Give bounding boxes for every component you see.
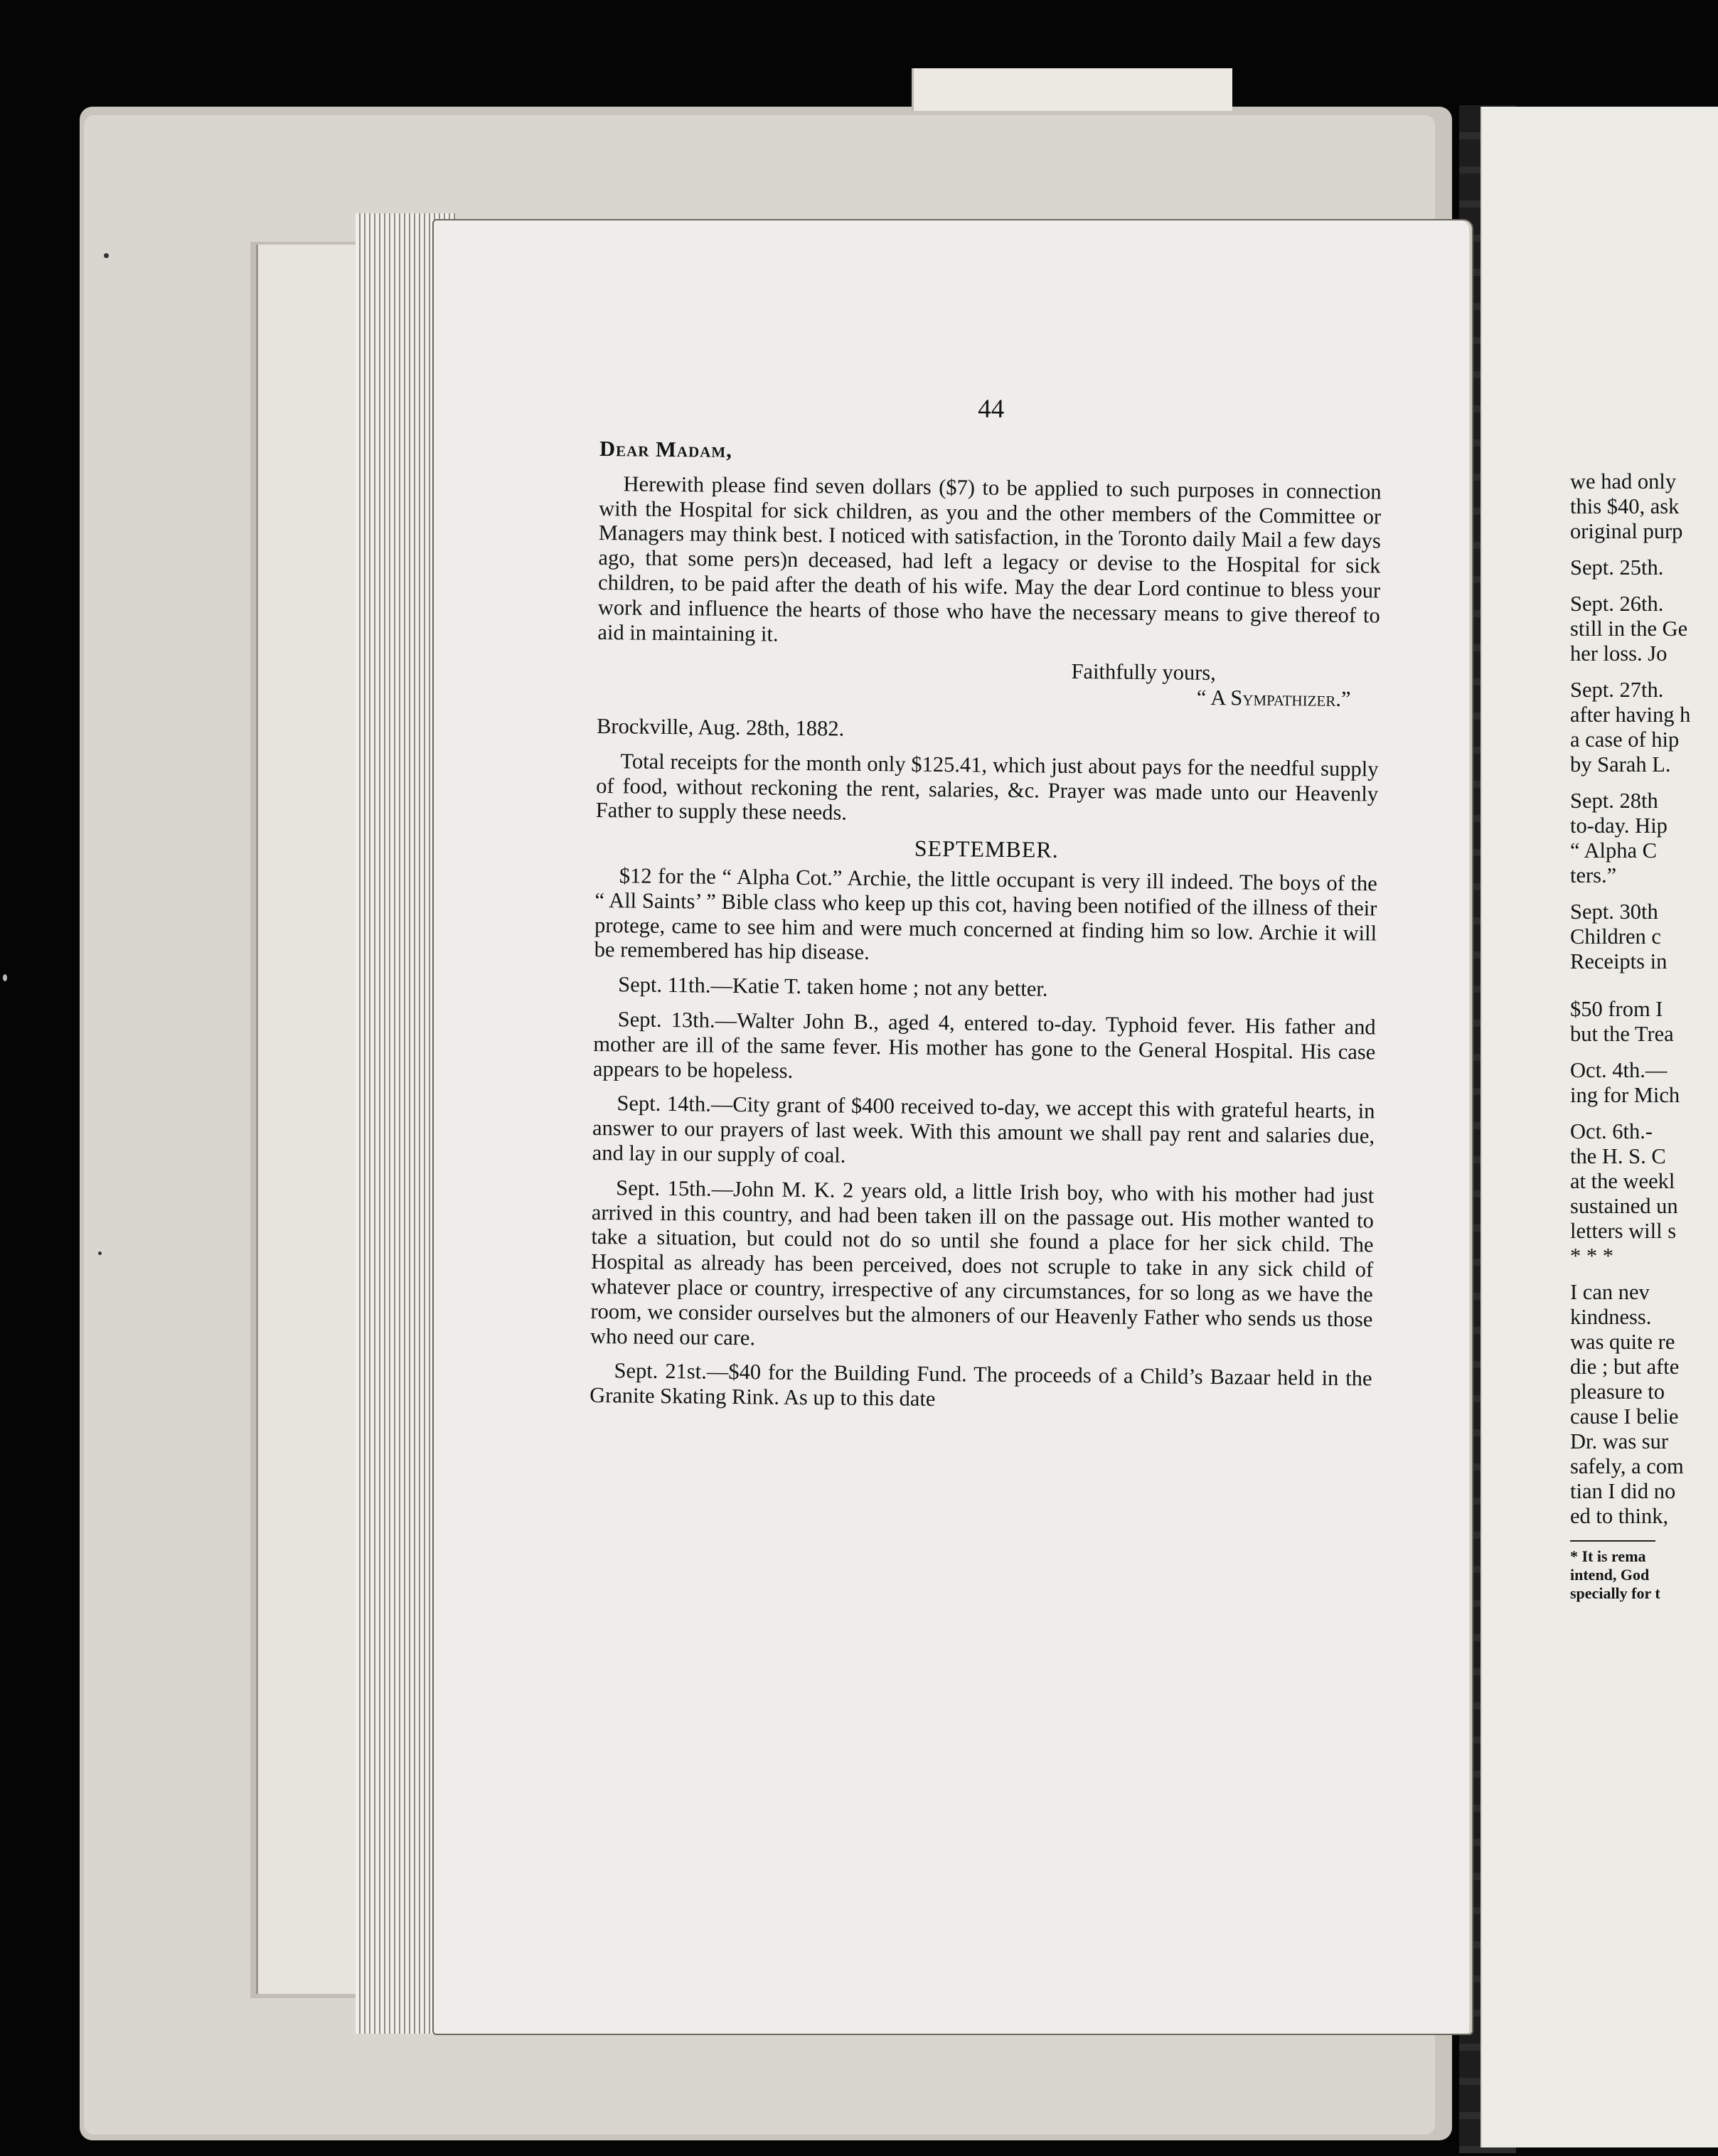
facing-page-line: Children c	[1570, 924, 1661, 949]
facing-page-line: $50 from I	[1570, 997, 1663, 1021]
facing-page-line: still in the Ge	[1570, 617, 1688, 641]
facing-page-line: Oct. 6th.-	[1570, 1119, 1653, 1143]
page-block	[256, 245, 367, 1994]
facing-page-gap	[1570, 974, 1718, 986]
facing-page-line: the H. S. C	[1570, 1144, 1666, 1168]
paper-tab	[912, 68, 1232, 111]
entry-sept-15: Sept. 15th.—John M. K. 2 years old, a little Irish boy, who with his mother had just arrived in this country, and had been taken ill on the passage out. His mother wanted to take a situation, but could not do so until she found a place for her sick child. The Hospital as already has been perceived, does not scruple to take in any sick child of whatever place or country, irrespective of any circumstances, for so long as we have the room, we consider ourselves but the almoners of our Heavenly Father who sends us those who need our care.	[589, 1175, 1375, 1350]
letter-body: Herewith please find seven dollars ($7) to be applied to such purposes in connection with the Hospital for sick children, as you and the other members of the Committee or Managers may think best. I noticed with satisfaction, in the Toronto daily Mail a few days ago, that some pers)n deceased, had left a legacy or devise to the Hospital for sick children, to be paid after the death of his wife. May the dear Lord continue to bless your work and influence the hearts of those who have the necessary means to give thereof to aid in maintaining it.	[597, 471, 1382, 646]
letter-signature: “ A Sympathizer.”	[1196, 685, 1351, 712]
facing-page-line: to-day. Hip	[1570, 813, 1668, 838]
facing-page-text	[1570, 469, 1718, 1735]
facing-page-footnote-line: * It is rema	[1570, 1547, 1646, 1565]
section-heading: SEPTEMBER.	[914, 835, 1059, 863]
facing-page-line: Sept. 27th.	[1570, 678, 1664, 702]
facing-page-line: tian I did no	[1570, 1479, 1676, 1503]
facing-page-line: Dr. was sur	[1570, 1429, 1669, 1453]
entry-sept-11: Sept. 11th.—Katie T. taken home ; not any better.	[618, 972, 1048, 1001]
facing-page-footnote-line: intend, God	[1570, 1566, 1650, 1584]
facing-page-line: sustained un	[1570, 1194, 1678, 1218]
facing-page-gap	[1570, 1269, 1718, 1280]
facing-page-gap	[1570, 888, 1718, 900]
paper-speck	[98, 1252, 102, 1255]
facing-page-line: Sept. 28th	[1570, 789, 1658, 813]
alpha-cot-paragraph: $12 for the “ Alpha Cot.” Archie, the little occupant is very ill indeed. The boys of the “ All Saints’ ” Bible class who keep up this cot, having been notified of the illness of their protege, came to see him and were much concerned at finding him so low. Archie it will be remembered has hip disease.	[594, 863, 1377, 965]
entry-sept-13: Sept. 13th.—Walter John B., aged 4, entered to-day. Typhoid fever. His father and mother are ill of the same fever. His mother has gone to the General Hospital. His case appears to be hopeless.	[592, 1007, 1376, 1083]
facing-page-line: at the weekl	[1570, 1169, 1675, 1193]
facing-page-line: by Sarah L.	[1570, 752, 1671, 777]
facing-page-line: Sept. 30th	[1570, 900, 1658, 924]
facing-page-line: letters will s	[1570, 1219, 1677, 1243]
facing-page-line: but the Trea	[1570, 1022, 1674, 1046]
facing-page-line: ing for Mich	[1570, 1083, 1680, 1107]
facing-page-line: * * *	[1570, 1244, 1613, 1268]
facing-page-line: after having h	[1570, 703, 1691, 727]
paper-speck	[3, 974, 7, 981]
facing-page-gap	[1570, 986, 1718, 997]
facing-page-line: this $40, ask	[1570, 494, 1680, 518]
facing-page-gap	[1570, 1108, 1718, 1119]
facing-page-line: safely, a com	[1570, 1454, 1684, 1478]
facing-page-gap	[1570, 1047, 1718, 1058]
facing-page-line: her loss. Jo	[1570, 641, 1668, 666]
letter-salutation: Dear Madam,	[599, 436, 733, 462]
facing-page-line: a case of hip	[1570, 727, 1680, 752]
facing-page-line: we had only	[1570, 469, 1677, 493]
paper-speck	[104, 253, 109, 258]
facing-page-line: pleasure to	[1570, 1379, 1665, 1404]
facing-page-line: Sept. 26th.	[1570, 592, 1664, 616]
letter-place-date: Brockville, Aug. 28th, 1882.	[596, 713, 845, 741]
page-text	[589, 390, 1382, 1426]
facing-page-line: ters.”	[1570, 863, 1617, 887]
facing-page-line: Sept. 25th.	[1570, 555, 1664, 580]
facing-page-line: original purp	[1570, 519, 1683, 543]
facing-page-gap	[1570, 666, 1718, 678]
facing-page-line: cause I belie	[1570, 1404, 1679, 1429]
footnote-rule	[1570, 1529, 1655, 1542]
facing-page-gap	[1570, 544, 1718, 555]
facing-page-line: “ Alpha C	[1570, 838, 1657, 863]
facing-page-gap	[1570, 580, 1718, 592]
entry-sept-14: Sept. 14th.—City grant of $400 received to-day, we accept this with grateful hearts, in answer to our prayers of last week. With this amount we shall pay rent and salaries due, and lay in our supply of coal.	[592, 1091, 1375, 1168]
facing-page-line: die ; but afte	[1570, 1355, 1680, 1379]
facing-page-line: Receipts in	[1570, 949, 1668, 973]
facing-page-line: was quite re	[1570, 1330, 1675, 1354]
total-receipts-paragraph: Total receipts for the month only $125.41, which just about pays for the needful supply of food, without reckoning the rent, salaries, &c. Prayer was made unto our Heavenly Father to supply these needs.	[595, 749, 1379, 826]
facing-page-line: ed to think,	[1570, 1504, 1669, 1528]
facing-page-gap	[1570, 777, 1718, 789]
facing-page-line: Oct. 4th.—	[1570, 1058, 1668, 1082]
letter-closing: Faithfully yours,	[1071, 659, 1217, 685]
facing-page-footnote-line: specially for t	[1570, 1584, 1660, 1602]
facing-page-line: kindness.	[1570, 1305, 1652, 1329]
page-number: 44	[978, 394, 1005, 424]
entry-sept-21: Sept. 21st.—$40 for the Building Fund. The proceeds of a Child’s Bazaar held in the Granite Skating Rink. As up to this date	[589, 1358, 1372, 1411]
facing-page-line: I can nev	[1570, 1280, 1650, 1304]
